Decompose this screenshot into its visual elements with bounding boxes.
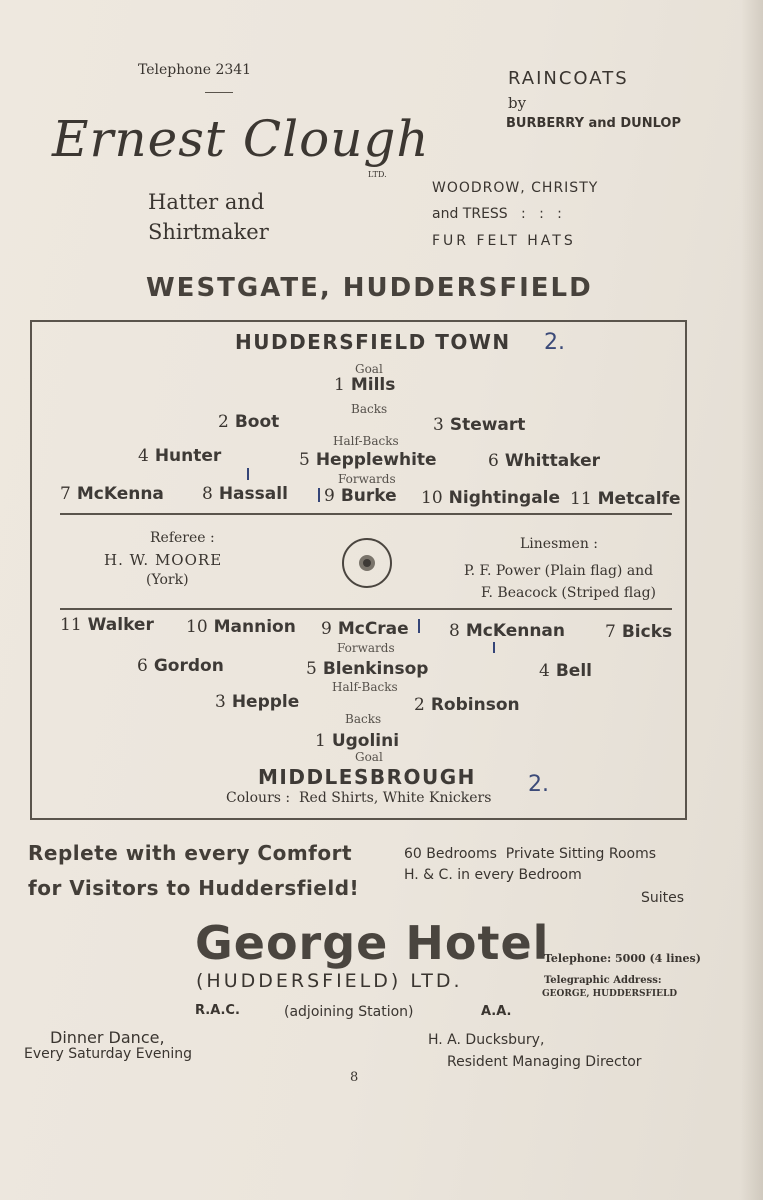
away-player-3: 3 Hepple bbox=[215, 692, 300, 712]
raincoats-by: by bbox=[508, 94, 527, 112]
home-player-6: 6 Whittaker bbox=[488, 451, 600, 471]
hotel-adjoining: (adjoining Station) bbox=[284, 1004, 414, 1020]
hotel-name: George Hotel bbox=[195, 916, 550, 970]
away-player-1: 1 Ugolini bbox=[315, 731, 400, 751]
away-player-2: 2 Robinson bbox=[414, 695, 520, 715]
away-backs-label: Backs bbox=[345, 712, 382, 726]
dinner-dance-2: Every Saturday Evening bbox=[24, 1046, 193, 1062]
hats-line-2: and TRESS : : : bbox=[432, 206, 562, 222]
home-halfbacks-label: Half-Backs bbox=[333, 434, 399, 448]
pen-tick-mark bbox=[493, 642, 495, 653]
home-player-2: 2 Boot bbox=[218, 412, 280, 432]
company-suffix: LTD. bbox=[368, 170, 387, 179]
page-number: 8 bbox=[350, 1070, 359, 1085]
centre-spot-icon bbox=[341, 537, 393, 593]
hats-line-1: WOODROW, CHRISTY bbox=[432, 180, 599, 196]
away-player-4: 4 Bell bbox=[539, 661, 592, 681]
header-telephone: Telephone 2341 bbox=[138, 62, 252, 78]
home-player-9: 9 Burke bbox=[324, 486, 397, 506]
pen-tick-mark bbox=[318, 488, 320, 502]
away-player-9: 9 McCrae bbox=[321, 619, 409, 639]
hotel-rooms-1: 60 Bedrooms Private Sitting Rooms bbox=[404, 846, 657, 862]
home-player-7: 7 McKenna bbox=[60, 484, 164, 504]
hotel-rac: R.A.C. bbox=[195, 1003, 240, 1018]
referee-town: (York) bbox=[146, 572, 189, 588]
home-goal-label: Goal bbox=[355, 362, 383, 376]
away-halfbacks-label: Half-Backs bbox=[332, 680, 398, 694]
away-score-handwritten: 2. bbox=[528, 772, 549, 797]
shop-address: WESTGATE, HUDDERSFIELD bbox=[146, 273, 593, 303]
home-player-4: 4 Hunter bbox=[138, 446, 222, 466]
home-forwards-label: Forwards bbox=[338, 472, 396, 486]
company-name: Ernest Clough bbox=[52, 110, 430, 168]
dinner-dance-1: Dinner Dance, bbox=[50, 1028, 165, 1047]
raincoats-makers: BURBERRY and DUNLOP bbox=[506, 116, 681, 131]
referee-label: Referee : bbox=[150, 530, 215, 546]
away-player-11: 11 Walker bbox=[60, 615, 154, 635]
hotel-subtitle: (HUDDERSFIELD) LTD. bbox=[196, 970, 463, 992]
home-backs-label: Backs bbox=[351, 402, 388, 416]
home-player-10: 10 Nightingale bbox=[421, 488, 561, 508]
hotel-rooms-2: H. & C. in every Bedroom bbox=[404, 867, 582, 883]
hats-line-3: FUR FELT HATS bbox=[432, 233, 576, 249]
hotel-telephone: Telephone: 5000 (4 lines) bbox=[544, 952, 701, 965]
home-team-name: HUDDERSFIELD TOWN bbox=[235, 330, 511, 354]
home-player-3: 3 Stewart bbox=[433, 415, 526, 435]
divider-away bbox=[60, 608, 672, 610]
away-goal-label: Goal bbox=[355, 750, 383, 764]
home-player-8: 8 Hassall bbox=[202, 484, 288, 504]
away-player-8: 8 McKennan bbox=[449, 621, 566, 641]
manager-name: H. A. Ducksbury, bbox=[428, 1032, 545, 1048]
manager-title: Resident Managing Director bbox=[447, 1054, 642, 1070]
trade-line-1: Hatter and bbox=[148, 190, 265, 214]
home-player-11: 11 Metcalfe bbox=[570, 489, 681, 509]
pen-tick-mark bbox=[418, 619, 420, 633]
away-colours: Colours : Red Shirts, White Knickers bbox=[226, 790, 492, 806]
hotel-slogan-1: Replete with every Comfort bbox=[28, 841, 353, 865]
header-dash bbox=[205, 92, 233, 93]
hotel-suites: Suites bbox=[641, 890, 685, 906]
linesman-2: F. Beacock (Striped flag) bbox=[481, 585, 657, 601]
hotel-slogan-2: for Visitors to Huddersfield! bbox=[28, 876, 360, 900]
away-forwards-label: Forwards bbox=[337, 641, 395, 655]
hotel-aa: A.A. bbox=[481, 1004, 512, 1019]
away-player-5: 5 Blenkinsop bbox=[306, 659, 429, 679]
linesman-1: P. F. Power (Plain flag) and bbox=[464, 563, 654, 579]
linesmen-label: Linesmen : bbox=[520, 536, 599, 552]
away-player-6: 6 Gordon bbox=[137, 656, 224, 676]
pen-tick-mark bbox=[247, 468, 249, 480]
trade-line-2: Shirtmaker bbox=[148, 220, 269, 244]
hotel-telegraphic-address: GEORGE, HUDDERSFIELD bbox=[542, 989, 678, 999]
divider-home bbox=[60, 513, 672, 515]
away-team-name: MIDDLESBROUGH bbox=[258, 765, 476, 789]
home-player-1: 1 Mills bbox=[334, 375, 396, 395]
away-player-7: 7 Bicks bbox=[605, 622, 673, 642]
home-player-5: 5 Hepplewhite bbox=[299, 450, 437, 470]
away-player-10: 10 Mannion bbox=[186, 617, 296, 637]
referee-name: H. W. MOORE bbox=[104, 551, 223, 569]
raincoats-heading: RAINCOATS bbox=[508, 68, 629, 89]
hotel-telegraphic-label: Telegraphic Address: bbox=[544, 975, 662, 986]
home-score-handwritten: 2. bbox=[544, 330, 565, 355]
